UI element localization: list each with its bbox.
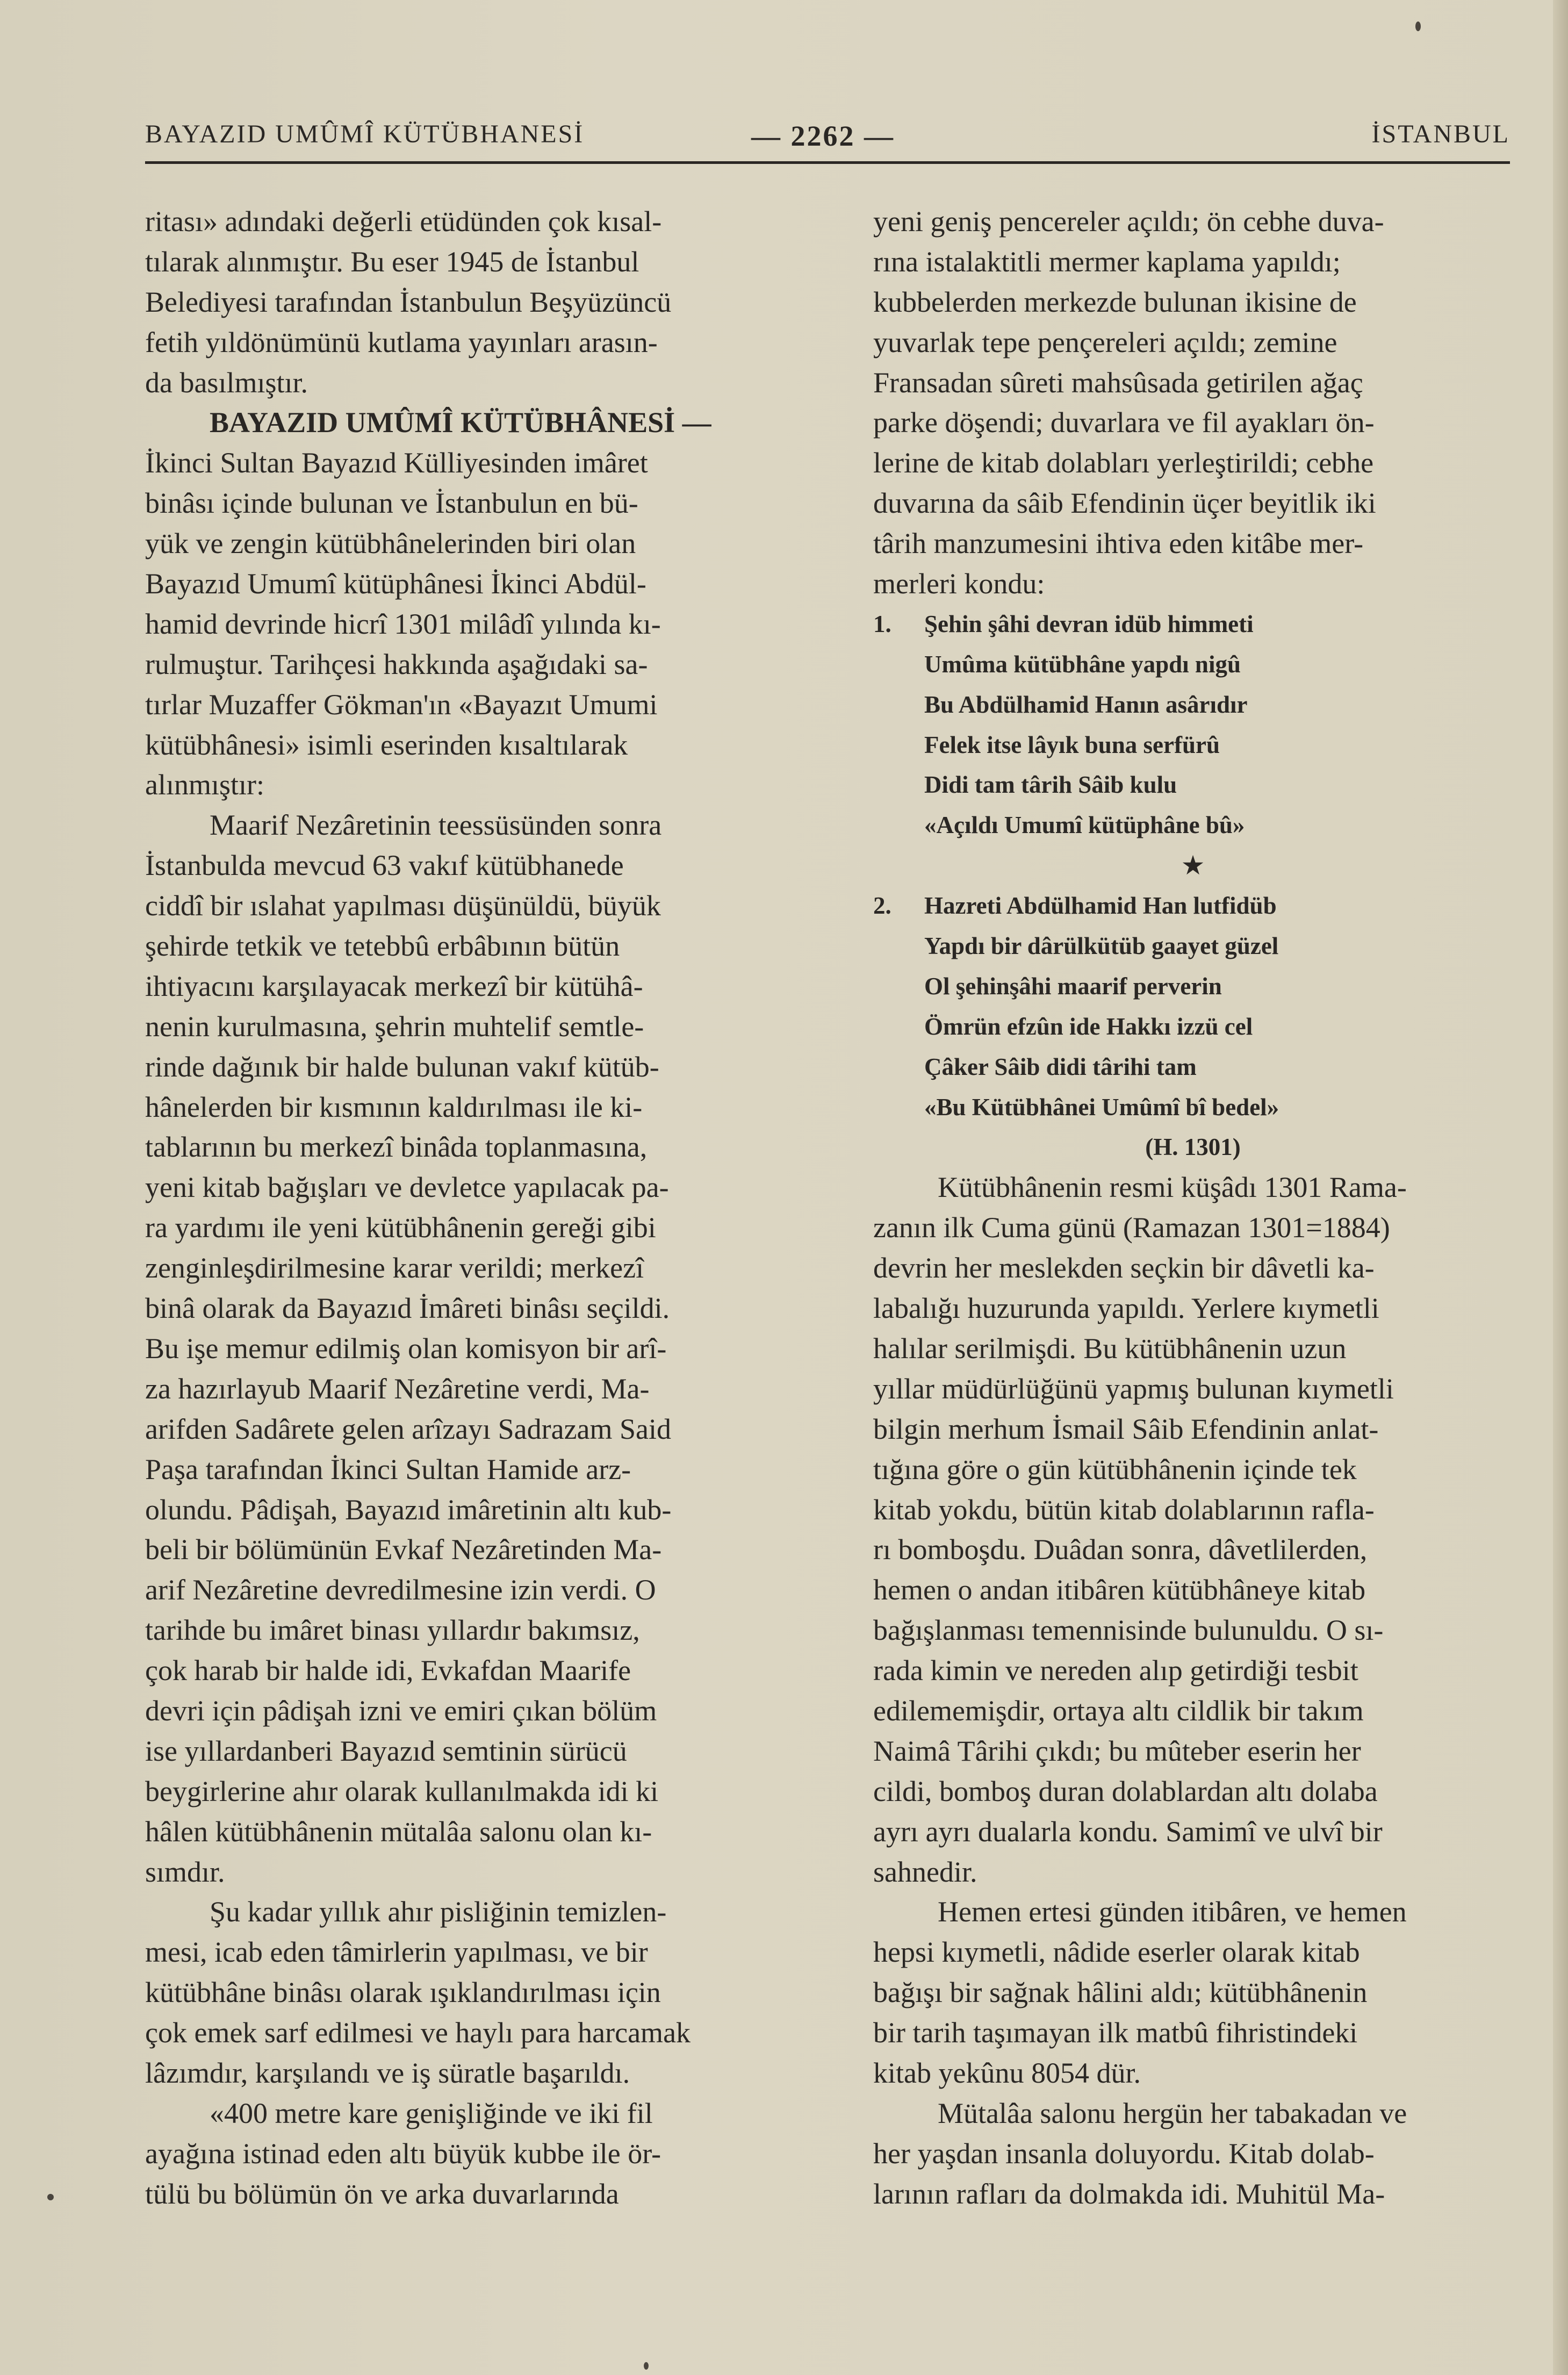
print-speck [1415, 21, 1421, 31]
text-line: kütübhâne binâsı olarak ışıklandırılması için [145, 1976, 661, 2009]
poem-line: Ol şehinşâhi maarif perverin [924, 972, 1222, 1000]
text-line: Şu kadar yıllık ahır pisliğinin temizlen- [210, 1896, 667, 1928]
header-right-title: İSTANBUL [1371, 120, 1510, 148]
text-line: cildi, bomboş duran dolablardan altı dolaba [873, 1775, 1378, 1807]
text-line: Hemen ertesi günden itibâren, ve hemen [938, 1896, 1407, 1928]
text-line: tarihde bu imâret binası yıllardır bakımsız, [145, 1614, 640, 1647]
text-line: hâlen kütübhânenin mütalâa salonu olan kı- [145, 1815, 652, 1848]
text-line: Bayazıd Umumî kütüphânesi İkinci Abdül- [145, 568, 646, 600]
header-rule [145, 161, 1510, 164]
poem-line [873, 604, 1513, 644]
text-line: yük ve zengin kütübhânelerinden biri olan [145, 527, 636, 560]
inscription-poem-2 [873, 886, 1513, 1167]
print-speck [644, 2362, 649, 2370]
poem-line: Umûma kütübhâne yapdı nigû [924, 650, 1241, 678]
text-line: lerine de kitab dolabları yerleştirildi; cebhe [873, 447, 1374, 479]
text-line: ciddî bir ıslahat yapılması düşünüldü, büyük [145, 889, 661, 922]
text-line: hepsi kıymetli, nâdide eserler olarak kitab [873, 1936, 1360, 1969]
poem-line: «Bu Kütübhânei Umûmî bî bedel» [924, 1093, 1279, 1121]
text-line: merleri kondu: [873, 568, 1045, 600]
text-line: sımdır. [145, 1855, 225, 1888]
text-line: duvarına da sâib Efendinin üçer beyitlik iki [873, 487, 1376, 520]
text-line: rı bomboşdu. Duâdan sonra, dâvetlilerden, [873, 1533, 1368, 1566]
text-line: halılar serilmişdi. Bu kütübhânenin uzun [873, 1332, 1347, 1365]
running-header [145, 119, 1510, 157]
text-line: nenin kurulmasına, şehrin muhtelif semtle- [145, 1010, 644, 1043]
poem-line: «Açıldı Umumî kütüphâne bû» [924, 812, 1245, 839]
text-line: yeni kitab bağışları ve devletce yapılacak pa- [145, 1171, 669, 1204]
text-line: hamid devrinde hicrî 1301 milâdî yılında kı- [145, 607, 661, 640]
text-line: larının rafları da dolmakda idi. Muhitül Ma- [873, 2177, 1385, 2210]
text-line: sahnedir. [873, 1855, 977, 1888]
text-line: fetih yıldönümünü kutlama yayınları arasın- [145, 326, 658, 358]
text-line: arifden Sadârete gelen arîzayı Sadrazam Said [145, 1412, 672, 1445]
poem-line: Ömrün efzûn ide Hakkı izzü cel [924, 1013, 1253, 1040]
text-line: tığına göre o gün kütübhânenin içinde tek [873, 1453, 1357, 1486]
text-line: târih manzumesini ihtiva eden kitâbe mer- [873, 527, 1364, 560]
poem-line: Felek itse lâyık buna serfürû [924, 731, 1220, 758]
right-column [873, 202, 1513, 2214]
text-line: beygirlerine ahır olarak kullanılmakda idi ki [145, 1775, 659, 1807]
text-line: ra yardımı ile yeni kütübhânenin gereği gibi [145, 1211, 656, 1244]
poem-line: Bu Abdülhamid Hanın asârıdır [924, 691, 1248, 718]
text-line: Mütalâa salonu hergün her tabakadan ve [938, 2097, 1407, 2129]
inscription-poem-1 [873, 604, 1513, 845]
text-line: tülü bu bölümün ön ve arka duvarlarında [145, 2177, 619, 2210]
text-line: tılarak alınmıştır. Bu eser 1945 de İstanbul [145, 245, 639, 278]
header-left-title: BAYAZID UMÛMÎ KÜTÜBHANESİ [145, 120, 585, 148]
text-line: alınmıştır: [145, 769, 264, 801]
star-separator: ★ [1181, 850, 1205, 881]
text-line: da basılmıştır. [145, 366, 308, 399]
text-line: Kütübhânenin resmi küşâdı 1301 Rama- [938, 1171, 1407, 1204]
text-line: İkinci Sultan Bayazıd Külliyesinden imâret [145, 447, 648, 479]
text-line: ritası» adındaki değerli etüdünden çok kısal- [145, 205, 662, 238]
text-line: yeni geniş pencereler açıldı; ön cebhe duva- [873, 205, 1384, 238]
poem-line: Yapdı bir dârülkütüb gaayet güzel [924, 932, 1279, 960]
text-line: her yaşdan insanla doluyordu. Kitab dolab- [873, 2137, 1375, 2170]
text-line: kitab yokdu, bütün kitab dolablarının rafla- [873, 1493, 1375, 1526]
text-line: bilgin merhum İsmail Sâib Efendinin anlat- [873, 1412, 1379, 1445]
hijri-year: (H. 1301) [1145, 1133, 1241, 1161]
text-line: ise yıllardanberi Bayazıd semtinin sürücü [145, 1734, 627, 1767]
text-line: şehirde tetkik ve tetebbû erbâbının bütün [145, 930, 620, 963]
text-line: çok emek sarf edilmesi ve haylı para harcamak [145, 2017, 691, 2049]
text-line: bağışlanması temennisinde bulunuldu. O sı- [873, 1614, 1384, 1647]
poem-line: Didi tam târih Sâib kulu [924, 771, 1177, 799]
poem-line [873, 886, 1513, 926]
poem-number: 1. [873, 610, 891, 637]
page-edge-shadow [1553, 0, 1568, 2375]
text-line: Naimâ Târihi çıkdı; bu mûteber eserin her [873, 1734, 1361, 1767]
text-line: Bu işe memur edilmiş olan komisyon bir arî- [145, 1332, 667, 1365]
text-line: zanın ilk Cuma günü (Ramazan 1301=1884) [873, 1211, 1390, 1244]
text-line: Belediyesi tarafından İstanbulun Beşyüzüncü [145, 285, 672, 318]
text-line: binâsı içinde bulunan ve İstanbulun en bü- [145, 487, 638, 520]
text-line: za hazırlayub Maarif Nezâretine verdi, Ma- [145, 1372, 650, 1405]
text-line: yıllar müdürlüğünü yapmış bulunan kıymetli [873, 1372, 1394, 1405]
text-line: «400 metre kare genişliğinde ve iki fil [210, 2097, 653, 2129]
text-line: bir tarih taşımayan ilk matbû fihristindeki [873, 2017, 1358, 2049]
text-line: hânelerden bir kısmının kaldırılması ile ki- [145, 1090, 643, 1123]
text-line: ayrı ayrı dualarla kondu. Samimî ve ulvî bir [873, 1815, 1383, 1848]
left-column [145, 202, 793, 2214]
text-line: ihtiyacını karşılayacak merkezî bir kütühâ- [145, 970, 643, 1002]
text-line: tırlar Muzaffer Gökman'ın «Bayazıt Umumi [145, 688, 658, 721]
text-line: Fransadan sûreti mahsûsada getirilen ağaç [873, 366, 1363, 399]
text-line: Maarif Nezâretinin teessüsünden sonra [210, 809, 662, 842]
text-line: kitab yekûnu 8054 dür. [873, 2056, 1141, 2089]
poem-number: 2. [873, 892, 891, 920]
text-line: edilememişdir, ortaya altı cildlik bir takım [873, 1694, 1364, 1727]
text-line: kubbelerden merkezde bulunan ikisine de [873, 285, 1357, 318]
text-line: mesi, icab eden tâmirlerin yapılması, ve bir [145, 1936, 648, 1969]
text-line: devrin her meslekden seçkin bir dâvetli ka- [873, 1252, 1375, 1285]
text-line: lâzımdır, karşılandı ve iş süratle başarıldı. [145, 2056, 630, 2089]
text-line: hemen o andan itibâren kütübhâneye kitab [873, 1574, 1366, 1606]
text-line: İstanbulda mevcud 63 vakıf kütübhanede [145, 849, 624, 882]
text-line: rinde dağınık bir halde bulunan vakıf kütüb- [145, 1050, 659, 1083]
text-line: Paşa tarafından İkinci Sultan Hamide arz- [145, 1453, 631, 1486]
text-line: tablarının bu merkezî binâda toplanmasına, [145, 1131, 648, 1164]
text-line: çok harab bir halde idi, Evkafdan Maarife [145, 1654, 631, 1687]
poem-line-text: Şehin şâhi devran idüb himmeti [924, 610, 1254, 637]
text-line: rada kimin ve nereden alıp getirdiği tesbit [873, 1654, 1358, 1687]
entry-heading: BAYAZID UMÛMÎ KÜTÜBHÂNESİ — [210, 406, 711, 439]
text-line: olundu. Pâdişah, Bayazıd imâretinin altı kub- [145, 1493, 672, 1526]
text-line: binâ olarak da Bayazıd İmâreti binâsı seçildi. [145, 1292, 670, 1325]
poem-line-text: Hazreti Abdülhamid Han lutfidüb [924, 892, 1277, 920]
text-line: parke döşendi; duvarlara ve fil ayakları ön- [873, 406, 1375, 439]
text-line: beli bir bölümünün Evkaf Nezâretinden Ma- [145, 1533, 662, 1566]
poem-line: Çâker Sâib didi târihi tam [924, 1053, 1197, 1080]
text-line: ayağına istinad eden altı büyük kubbe ile ör- [145, 2137, 661, 2170]
text-line: rına istalaktitli mermer kaplama yapıldı; [873, 245, 1341, 278]
text-line: arif Nezâretine devredilmesine izin verdi. O [145, 1574, 656, 1606]
text-line: kütübhânesi» isimli eserinden kısaltılarak [145, 728, 628, 761]
text-line: labalığı huzurunda yapıldı. Yerlere kıymetli [873, 1292, 1379, 1325]
text-line: zenginleşdirilmesine karar verildi; merkezî [145, 1252, 644, 1285]
text-line: yuvarlak tepe pençereleri açıldı; zemine [873, 326, 1337, 358]
text-line: rulmuştur. Tarihçesi hakkında aşağıdaki sa- [145, 648, 648, 680]
text-line: bağışı bir sağnak hâlini aldı; kütübhânenin [873, 1976, 1368, 2009]
text-line: devri için pâdişah izni ve emiri çıkan bölüm [145, 1694, 657, 1727]
print-speck [47, 2194, 54, 2200]
page-number: — 2262 — [751, 120, 895, 152]
